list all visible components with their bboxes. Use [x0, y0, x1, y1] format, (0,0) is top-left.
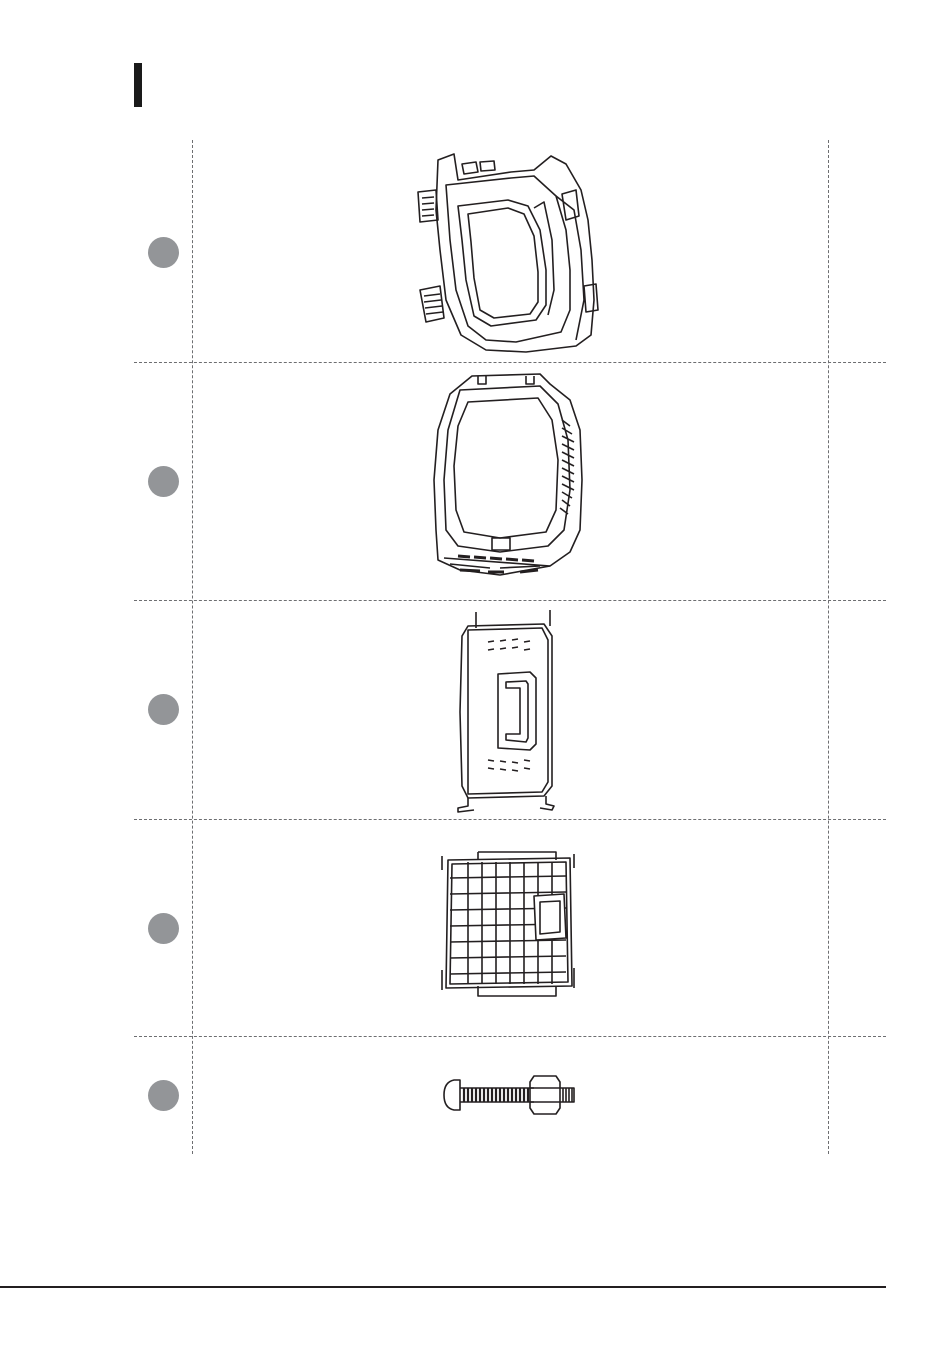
- wire-door-drawing: [438, 850, 578, 1002]
- row-divider: [134, 819, 886, 820]
- row-divider: [134, 600, 886, 601]
- footer-rule: [0, 1286, 886, 1288]
- section-title-bar: [134, 63, 142, 107]
- row-divider: [134, 1036, 886, 1037]
- carrier-side-handle-drawing: [452, 606, 562, 816]
- part-marker-3: [148, 694, 179, 725]
- carrier-bottom-shell-drawing: [430, 370, 590, 586]
- carrier-top-shell-drawing: [416, 150, 606, 355]
- part-marker-4: [148, 913, 179, 944]
- part-marker-5: [148, 1080, 179, 1111]
- part-marker-2: [148, 466, 179, 497]
- bolt-and-nut-drawing: [442, 1070, 580, 1120]
- parts-table: [134, 140, 886, 1154]
- column-divider-right: [828, 140, 829, 1154]
- part-marker-1: [148, 237, 179, 268]
- row-divider: [134, 362, 886, 363]
- column-divider-left: [192, 140, 193, 1154]
